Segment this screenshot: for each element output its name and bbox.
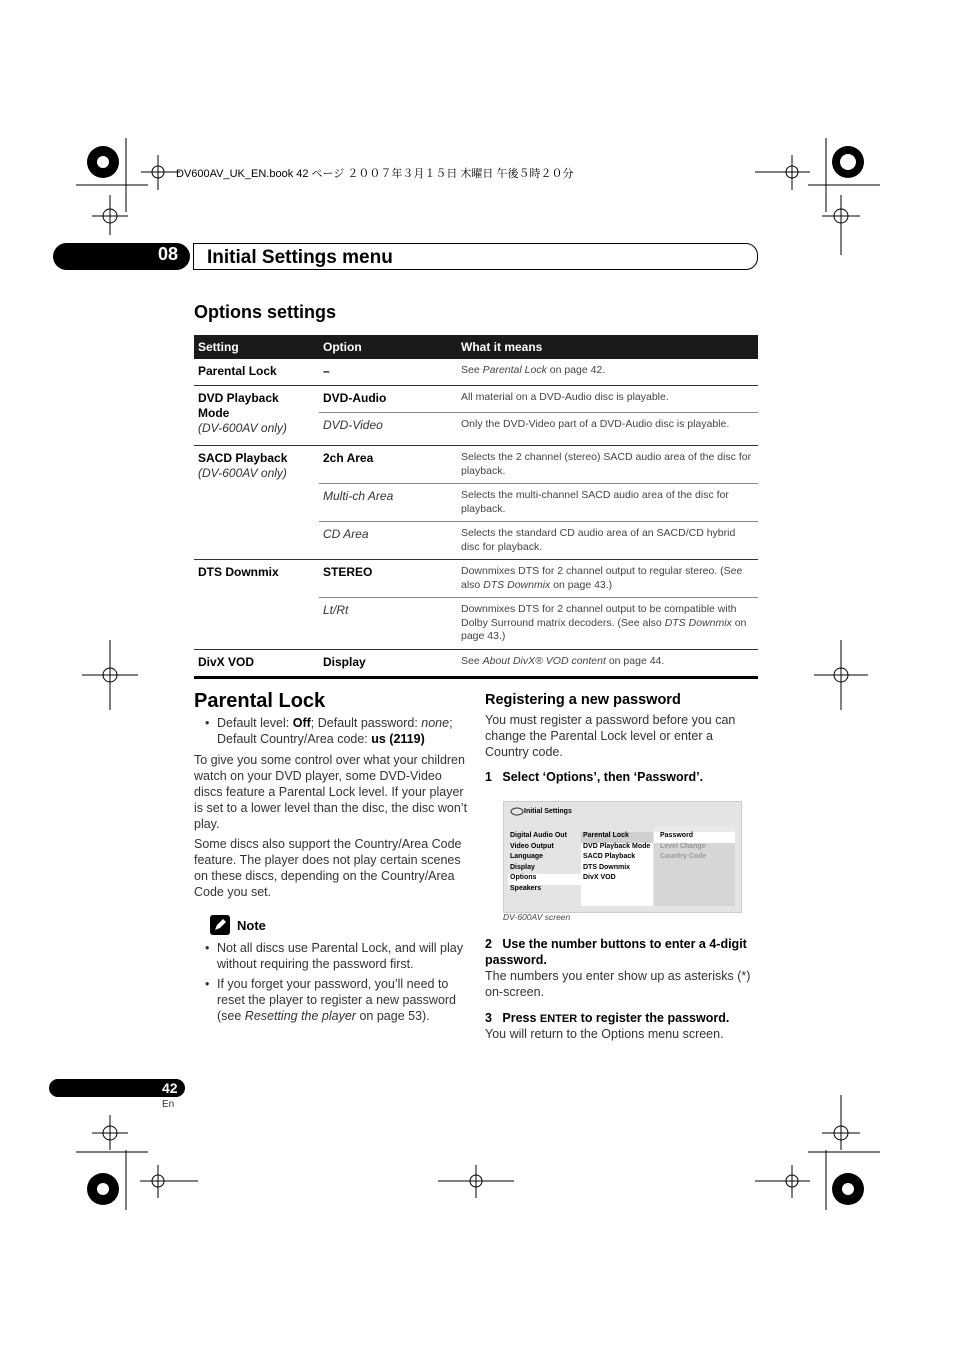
print-header: DV600AV_UK_EN.book 42 ページ ２００７年３月１５日 木曜日 午後５時２０分 bbox=[176, 168, 574, 180]
menu-item-selected: Options bbox=[508, 874, 581, 885]
note-icon bbox=[210, 915, 230, 935]
chapter-title: Initial Settings menu bbox=[207, 247, 393, 268]
cell-option: Lt/Rt bbox=[319, 598, 457, 650]
table-row bbox=[194, 359, 758, 386]
menu-item: Digital Audio Out bbox=[510, 832, 567, 839]
menu-item-disabled: Level Change bbox=[660, 842, 706, 850]
screen-title: Initial Settings bbox=[524, 808, 572, 815]
options-heading: Options settings bbox=[194, 302, 337, 322]
cell-setting: Parental Lock bbox=[198, 364, 277, 378]
cell-desc: Downmixes DTS for 2 channel output to regular stereo. (See also DTS Downmix on page 43.) bbox=[457, 560, 758, 598]
menu-item: DivX VOD bbox=[583, 874, 616, 881]
register-intro: You must register a password before you can change the Parental Lock level or enter a Country code. bbox=[485, 713, 736, 759]
list-item: • If you forget your password, you’ll need to reset the player to register a new password (see Resetting the player on page 53). bbox=[203, 976, 468, 1024]
menu-item: Speakers bbox=[510, 884, 542, 892]
cell-desc: Downmixes DTS for 2 channel output to be compatible with Dolby Surround matrix decoders. (See also DTS Downmix on page 43.) bbox=[457, 598, 758, 650]
disc-icon bbox=[510, 807, 524, 816]
cell-desc: Only the DVD-Video part of a DVD-Audio disc is playable. bbox=[457, 413, 758, 446]
screen-menu bbox=[508, 832, 581, 908]
menu-item: DVD Playback Mode bbox=[583, 842, 651, 850]
cell-desc: See About DivX® VOD content on page 44. bbox=[457, 649, 758, 677]
note-label: Note bbox=[237, 918, 266, 933]
menu-item: Language bbox=[510, 853, 544, 860]
col-meaning: What it means bbox=[457, 335, 758, 359]
step-2: 2 Use the number buttons to enter a 4-digit password. bbox=[485, 937, 747, 967]
table-header bbox=[194, 335, 758, 359]
col-setting: Setting bbox=[194, 335, 319, 359]
cell-setting: DTS Downmix bbox=[194, 560, 319, 650]
cell-option: DVD-Audio bbox=[319, 386, 457, 413]
screen-caption: DV-600AV screen bbox=[503, 912, 571, 922]
col-option: Option bbox=[319, 335, 457, 359]
step-2-body: The numbers you enter show up as asterisks (*) on-screen. bbox=[485, 969, 751, 999]
table-row bbox=[194, 649, 758, 677]
table-row bbox=[194, 446, 758, 484]
menu-item: SACD Playback bbox=[583, 853, 636, 860]
menu-item: Display bbox=[510, 863, 535, 871]
menu-item-selected: Parental Lock bbox=[581, 832, 653, 843]
menu-item-selected: Password bbox=[654, 832, 735, 843]
list-item: • Not all discs use Parental Lock, and will play without requiring the password first. bbox=[203, 940, 468, 972]
parental-para1: To give you some control over what your children watch on your DVD player, some DVD-Video discs feature a Parental Lock level. If your player is set to a lower level than the disc, the disc won’t play. bbox=[194, 753, 468, 831]
parental-heading: Parental Lock bbox=[194, 690, 326, 712]
menu-item: Video Output bbox=[510, 842, 554, 850]
cell-setting: DVD Playback Mode (DV-600AV only) bbox=[194, 386, 319, 446]
page-number: 42 bbox=[162, 1080, 178, 1096]
cell-option: DVD-Video bbox=[319, 413, 457, 446]
cell-option: – bbox=[323, 364, 330, 378]
cell-desc: All material on a DVD-Audio disc is playable. bbox=[457, 386, 758, 413]
register-heading: Registering a new password bbox=[485, 692, 681, 708]
step-3: 3 Press ENTER to register the password. bbox=[485, 1011, 730, 1025]
table-row bbox=[194, 560, 758, 598]
step-1: 1 Select ‘Options’, then ‘Password’. bbox=[485, 770, 704, 784]
note-list bbox=[203, 940, 468, 1024]
cell-option: STEREO bbox=[319, 560, 457, 598]
parental-defaults: • Default level: Off; Default password: none; Default Country/Area code: us (2119) bbox=[203, 715, 468, 747]
cell-desc: Selects the standard CD audio area of an SACD/CD hybrid disc for playback. bbox=[457, 522, 758, 560]
cell-option: Display bbox=[319, 649, 457, 677]
options-table bbox=[194, 335, 758, 679]
cell-option: 2ch Area bbox=[319, 446, 457, 484]
cell-setting: DivX VOD bbox=[194, 649, 319, 677]
menu-item-disabled: Country Code bbox=[660, 853, 707, 860]
screen-options bbox=[654, 826, 735, 906]
step-3-body: You will return to the Options menu screen. bbox=[485, 1027, 724, 1041]
page-language: En bbox=[162, 1099, 175, 1110]
cell-option: Multi-ch Area bbox=[319, 484, 457, 522]
chapter-number: 08 bbox=[158, 244, 179, 264]
table-row bbox=[194, 386, 758, 413]
cell-desc: Selects the multi-channel SACD audio area of the disc for playback. bbox=[457, 484, 758, 522]
cell-desc: Selects the 2 channel (stereo) SACD audio area of the disc for playback. bbox=[457, 446, 758, 484]
settings-screen bbox=[503, 801, 742, 913]
cell-desc: See Parental Lock on page 42. bbox=[461, 364, 606, 376]
cell-setting: SACD Playback (DV-600AV only) bbox=[194, 446, 319, 560]
parental-para2: Some discs also support the Country/Area Code feature. The player does not play certain scenes on these discs, depending on the Country/Area Code you set. bbox=[194, 837, 462, 899]
menu-item: DTS Downmix bbox=[583, 863, 631, 871]
cell-option: CD Area bbox=[319, 522, 457, 560]
screen-submenu bbox=[581, 832, 653, 906]
